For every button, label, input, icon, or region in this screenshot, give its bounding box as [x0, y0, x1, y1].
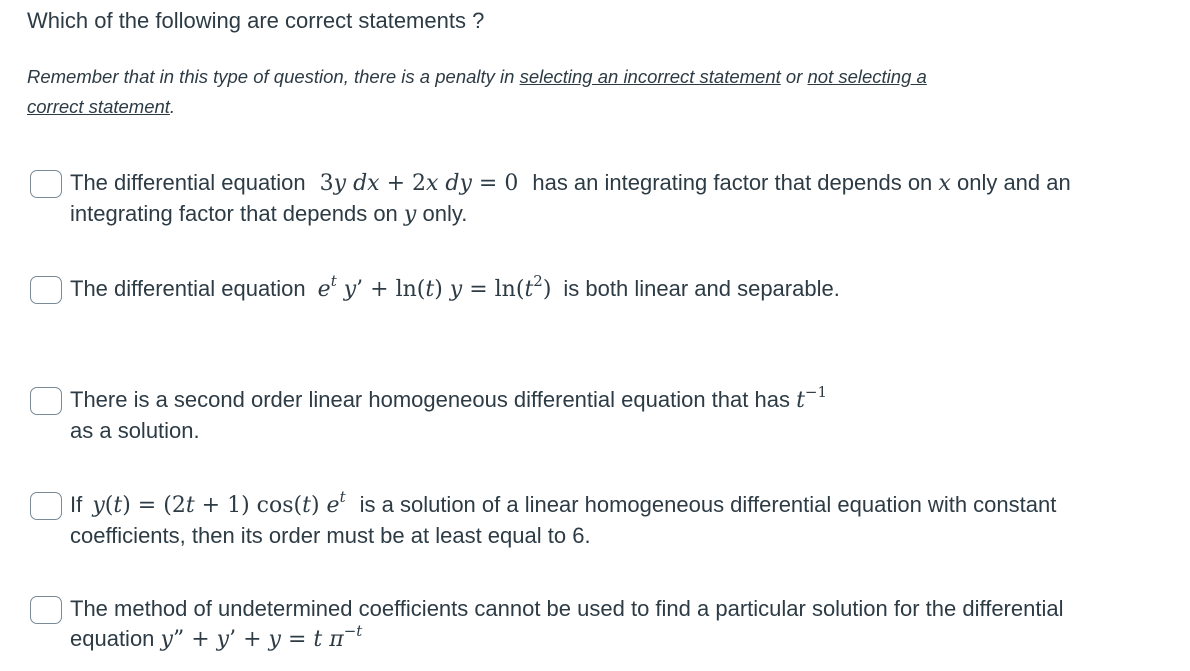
- option-4-text-part-1: If: [70, 492, 83, 517]
- option-4-text-part-2: is a solution of a linear homogeneous differential equation with constant coefficients, then its order must be at least equal to 6.: [70, 492, 1057, 548]
- instructions-link-not-selecting: not selecting a correct statement: [27, 66, 927, 117]
- option-2-equation: $e^t$ y’ + ln(t) $y = \ln(t^2)$: [317, 271, 552, 302]
- option-5-checkbox[interactable]: [30, 596, 62, 624]
- option-2-text-part-1: The differential equation: [70, 276, 306, 301]
- option-3-text-part-1: There is a second order linear homogeneous differential equation that has: [70, 387, 790, 412]
- option-1-text-part-2: has an integrating factor that depends on: [532, 170, 933, 195]
- question-prompt: Which of the following are correct statements ?: [27, 8, 485, 33]
- option-3-text-part-2: as a solution.: [70, 418, 200, 443]
- option-2-text: [70, 271, 1150, 305]
- option-3-text: [70, 382, 1150, 446]
- option-5-text-part-1: The method of undetermined coefficients cannot be used to find a particular solution for the differential equation: [70, 596, 1064, 651]
- option-1-text: [70, 168, 1150, 230]
- option-1-variable-y: y: [403, 202, 417, 227]
- option-5-text: [70, 594, 1150, 655]
- option-1-text-part-1: The differential equation: [70, 170, 306, 195]
- instructions-prefix: Remember that in this type of question, there is a penalty in: [27, 66, 520, 87]
- penalty-instructions: [27, 62, 967, 122]
- instructions-suffix: .: [169, 96, 176, 117]
- instructions-middle: or: [780, 66, 808, 87]
- option-3-checkbox[interactable]: [30, 387, 62, 415]
- option-1-equation: 3y dx + 2x dy = 0: [319, 171, 519, 196]
- option-4-checkbox[interactable]: [30, 492, 62, 520]
- option-4-text: [70, 487, 1150, 551]
- option-4-equation: y(t) = (2t + 1) cos(t) $e^t$: [92, 487, 346, 518]
- option-1-text-part-4: only.: [422, 201, 468, 226]
- option-1-text-part-3: only and an integrating factor that depends on: [70, 170, 1071, 226]
- option-5-equation: y” + y’ + y = t $\pi^{-t}$: [160, 621, 363, 652]
- option-3-expression: $t^{-1}$: [796, 382, 828, 413]
- instructions-link-incorrect: selecting an incorrect statement: [519, 66, 781, 87]
- option-2-checkbox[interactable]: [30, 276, 62, 304]
- option-2-text-part-2: is both linear and separable.: [563, 276, 840, 301]
- option-1-checkbox[interactable]: [30, 170, 62, 198]
- option-1-variable-x: x: [938, 171, 951, 196]
